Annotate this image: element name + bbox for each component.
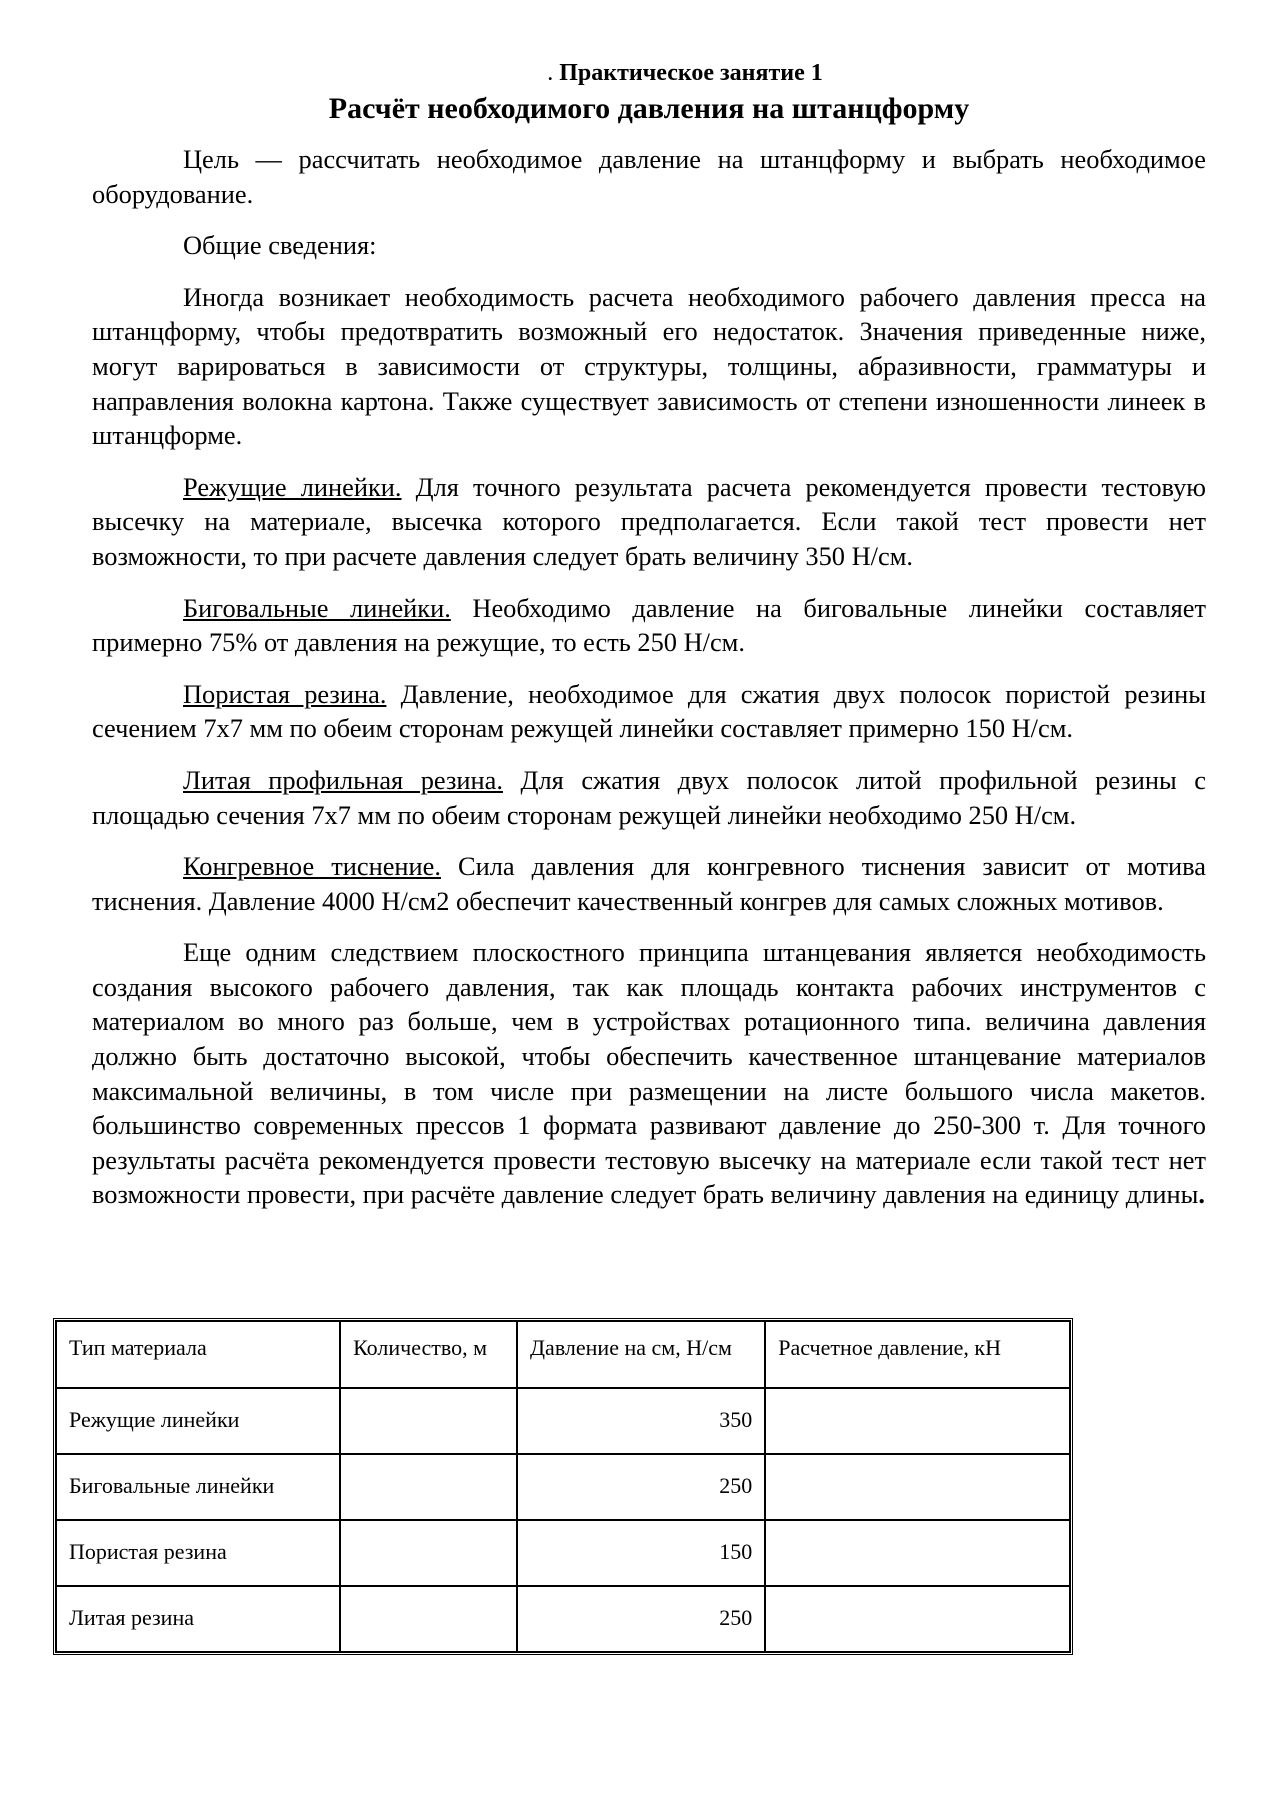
header-material: Тип материала xyxy=(56,1321,340,1388)
material-pressure-table xyxy=(53,1318,1073,1655)
lesson-number: Практическое занятие 1 xyxy=(559,60,823,86)
cell-pressure: 350 xyxy=(517,1388,765,1454)
cell-material: Пористая резина xyxy=(56,1520,340,1586)
cutting-rules-paragraph xyxy=(92,470,1206,574)
table-row xyxy=(56,1520,1070,1586)
cell-quantity xyxy=(340,1520,517,1586)
pretitle-prefix: . xyxy=(547,60,554,86)
porous-rubber-label: Пористая резина. xyxy=(183,678,387,709)
embossing-label: Конгревное тиснение. xyxy=(183,851,441,882)
conclusion-paragraph xyxy=(92,935,1206,1212)
porous-rubber-text: Давление, необходимое для сжатия двух полосок пористой резины сечением 7х7 мм по обеим сторонам режущей линейки составляет примерно 150 Н/см. xyxy=(92,678,1206,744)
general-info-heading: Общие сведения: xyxy=(183,230,377,261)
cell-pressure: 250 xyxy=(517,1454,765,1520)
cell-material: Режущие линейки xyxy=(56,1388,340,1454)
cell-calc xyxy=(765,1586,1070,1652)
cell-quantity xyxy=(340,1388,517,1454)
header-pressure: Давление на см, Н/см xyxy=(517,1321,765,1388)
cell-material: Биговальные линейки xyxy=(56,1454,340,1520)
pretitle xyxy=(92,58,1206,88)
table-row xyxy=(56,1454,1070,1520)
creasing-rules-label: Биговальные линейки. xyxy=(183,592,451,623)
intro-paragraph: Иногда возникает необходимость расчета необходимого рабочего давления пресса на штанцформу, чтобы предотвратить возможный его недостаток. Значения приведенные ниже, могут варироваться в зависимости от структуры, толщины, абразивности, грамматуры и направления волокна картона. Также существует зависимость от степени изношенности линеек в штанцформе. xyxy=(92,281,1206,451)
cell-quantity xyxy=(340,1454,517,1520)
table-row xyxy=(56,1586,1070,1652)
cutting-rules-label: Режущие линейки. xyxy=(183,471,402,502)
goal-paragraph: Цель — рассчитать необходимое давление на штанцформу и выбрать необходимое оборудование. xyxy=(92,144,1206,209)
header-quantity: Количество, м xyxy=(340,1321,517,1388)
cell-calc xyxy=(765,1388,1070,1454)
creasing-rules-text: Необходимо давление на биговальные линейки составляет примерно 75% от давления на режущие, то есть 250 Н/см. xyxy=(92,592,1206,658)
cell-pressure: 150 xyxy=(517,1520,765,1586)
cutting-rules-text: Для точного результата расчета рекомендуется провести тестовую высечку на материале, высечка которого предполагается. Если такой тест провести нет возможности, то при расчете давления следует брать величину 350 Н/см. xyxy=(92,471,1206,571)
cell-material: Литая резина xyxy=(56,1586,340,1652)
conclusion-text: Еще одним следствием плоскостного принципа штанцевания является необходимость создания высокого рабочего давления, так как площадь контакта рабочих инструментов с материалом во много раз больше, чем в устройствах ротационного типа. величина давления должно быть достаточно высокой, чтобы обеспечить качественное штанцевание материалов максимальной величины, в том числе при размещении на листе большого числа макетов. большинство современных прессов 1 формата развивают давление до 250-300 т. Для точного результаты расчёта рекомендуется провести тестовую высечку на материале если такой тест нет возможности провести, при расчёте давление следует брать величину давления на единицу длины xyxy=(92,937,1206,1210)
table-row xyxy=(56,1388,1070,1454)
cell-calc xyxy=(765,1454,1070,1520)
conclusion-period: . xyxy=(1198,1179,1205,1210)
cell-calc xyxy=(765,1520,1070,1586)
document-page xyxy=(92,58,1206,1229)
embossing-text: Сила давления для конгревного тиснения зависит от мотива тиснения. Давление 4000 Н/см2 обеспечит качественный конгрев для самых сложных мотивов. xyxy=(92,851,1206,916)
porous-rubber-paragraph xyxy=(92,677,1206,746)
cell-pressure: 250 xyxy=(517,1586,765,1652)
cast-rubber-text: Для сжатия двух полосок литой профильной резины с площадью сечения 7х7 мм по обеим сторонам режущей линейки необходимо 250 Н/см. xyxy=(92,764,1206,830)
embossing-paragraph xyxy=(92,849,1206,918)
cast-rubber-paragraph xyxy=(92,763,1206,832)
header-calc-pressure: Расчетное давление, кН xyxy=(765,1321,1070,1388)
table-header-row xyxy=(56,1321,1070,1388)
creasing-rules-paragraph xyxy=(92,591,1206,660)
document-title: Расчёт необходимого давления на штанцформу xyxy=(328,92,970,125)
cast-rubber-label: Литая профильная резина. xyxy=(183,764,503,795)
cell-quantity xyxy=(340,1586,517,1652)
